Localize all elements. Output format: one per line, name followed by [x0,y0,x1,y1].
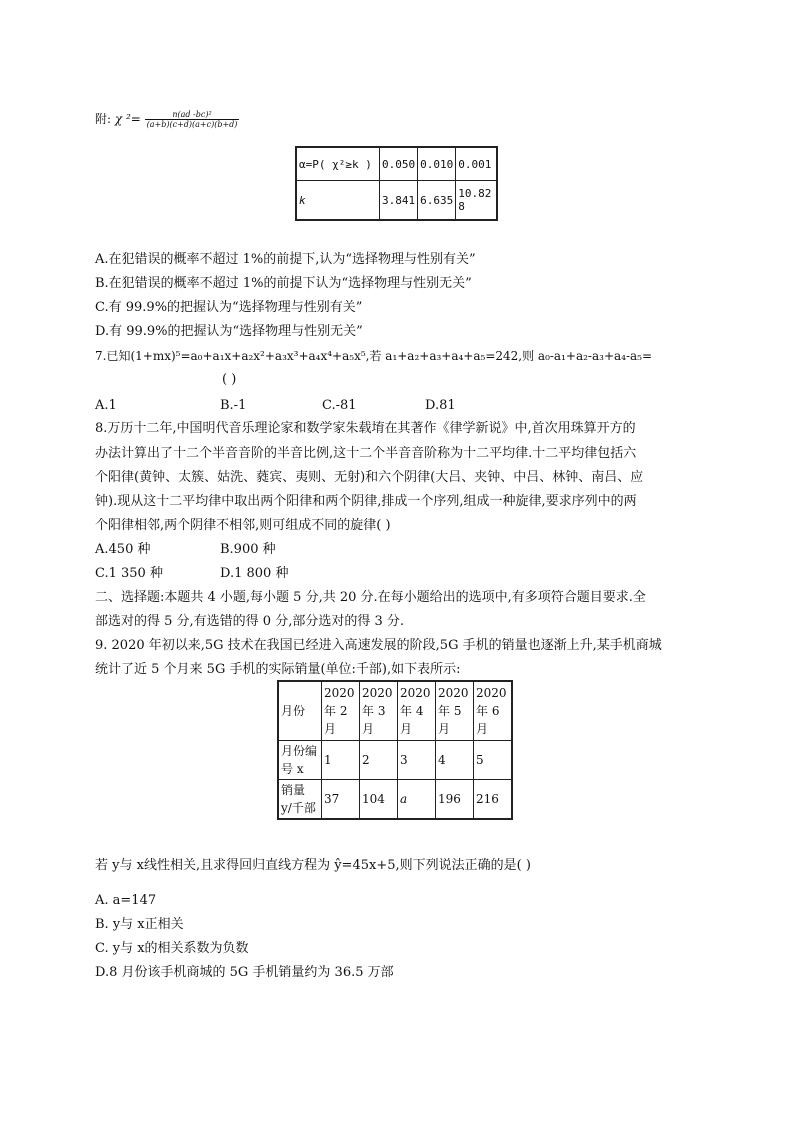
table-cell: 3 [398,741,436,780]
table-cell: k [296,181,380,221]
q6-option-b: B.在犯错误的概率不超过 1%的前提下认为“选择物理与性别无关” [95,276,472,291]
table-cell: 0.050 [380,147,418,181]
q8-option-d: D.1 800 种 [220,566,289,581]
table-cell: 2 [360,741,398,780]
table-cell: 0.010 [418,147,456,181]
table-cell: 216 [474,780,513,820]
q8-line-2: 办法计算出了十二个半音音阶的半音比例,这十二个半音音阶称为十二平均律.十二平均律包括六 [95,446,637,461]
q8-line-1: 8.万历十二年,中国明代音乐理论家和数学家朱载堉在其著作《律学新说》中,首次用珠算开方的 [95,421,636,436]
table-cell: 3.841 [380,181,418,221]
table-cell: α=P( χ²≥k ) [296,147,380,181]
q7-answer-paren: ( ) [222,372,237,387]
q9-line-1: 9. 2020 年初以来,5G 技术在我国已经进入高速发展的阶段,5G 手机的销量也逐渐上升,某手机商城 [95,638,662,653]
table-row [296,181,497,221]
table-cell: 2020 年 4 月 [398,681,436,741]
table-row [296,147,497,181]
table-cell: 4 [436,741,474,780]
formula-lhs: χ ²= [114,112,141,126]
table-cell: 0.001 [456,147,498,181]
table-cell: 37 [322,780,360,820]
table-cell: 2020 年 6 月 [474,681,513,741]
table-cell: 5 [474,741,513,780]
table-cell: 6.635 [418,181,456,221]
formula-denominator: (a+b)(c+d)(a+c)(b+d) [146,120,238,129]
table-row [278,780,512,820]
formula-fraction [145,110,240,129]
table-cell: 月份 [278,681,322,741]
q7-option-a: A.1 [95,398,117,413]
section2-line-1: 二、选择题:本题共 4 小题,每小题 5 分,共 20 分.在每小题给出的选项中,有多项符合题目要求.全 [95,590,646,605]
section2-line-2: 部选对的得 5 分,有选错的得 0 分,部分选对的得 3 分. [95,614,405,629]
chi-square-formula [95,110,239,129]
q8-option-c: C.1 350 种 [95,566,163,581]
q6-option-a: A.在犯错误的概率不超过 1%的前提下,认为“选择物理与性别有关” [95,252,476,267]
q8-option-b: B.900 种 [220,542,276,557]
q9-option-a: A. a=147 [95,893,157,908]
table-cell: 2020 年 5 月 [436,681,474,741]
q7-option-c: C.-81 [322,398,357,413]
sales-table [277,680,513,820]
formula-prefix: 附: [95,112,115,126]
q9-stem: 若 y与 x线性相关,且求得回归直线方程为 ŷ=45x+5,则下列说法正确的是( ) [95,858,531,873]
q6-option-c: C.有 99.9%的把握认为“选择物理与性别有关” [95,300,363,315]
table-cell: 196 [436,780,474,820]
q8-line-5: 个阳律相邻,两个阴律不相邻,则可组成不同的旋律( ) [95,518,391,533]
q6-option-d: D.有 99.9%的把握认为“选择物理与性别无关” [95,324,363,339]
q9-option-b: B. y与 x正相关 [95,917,184,932]
q9-line-2: 统计了近 5 个月来 5G 手机的实际销量(单位:千部),如下表所示: [95,662,461,677]
q9-option-c: C. y与 x的相关系数为负数 [95,941,249,956]
table-cell: a [398,780,436,820]
table-cell: 104 [360,780,398,820]
table-row [278,681,512,741]
table-cell: 2020 年 3 月 [360,681,398,741]
table-cell: 销量 y/千部 [278,780,322,820]
q8-line-4: 钟).现从这十二平均律中取出两个阳律和两个阴律,排成一个序列,组成一种旋律,要求序列中的两 [95,494,637,509]
formula-numerator: n(ad -bc)² [145,110,240,120]
table-cell: 10.828 [456,181,498,221]
q9-option-d: D.8 月份该手机商城的 5G 手机销量约为 36.5 万部 [95,965,394,980]
table-cell: 2020 年 2 月 [322,681,360,741]
table-row [278,741,512,780]
table-cell: 月份编号 x [278,741,322,780]
critical-value-table [295,146,498,221]
q7-option-d: D.81 [425,398,456,413]
q8-line-3: 个阳律(黄钟、太簇、姑洗、蕤宾、夷则、无射)和六个阴律(大吕、夹钟、中吕、林钟、南吕、应 [95,470,644,485]
q7-stem: 7.已知(1+mx)⁵=a₀+a₁x+a₂x²+a₃x³+a₄x⁴+a₅x⁵,若 a₁+a₂+a₃+a₄+a₅=242,则 a₀-a₁+a₂-a₃+a₄-a₅= [95,349,653,363]
q8-option-a: A.450 种 [95,542,151,557]
table-cell: 1 [322,741,360,780]
q7-option-b: B.-1 [220,398,247,413]
